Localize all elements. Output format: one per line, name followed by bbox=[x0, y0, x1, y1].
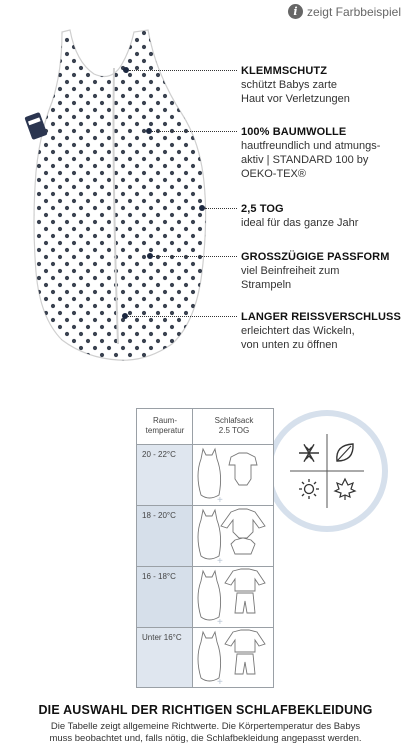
header-line: 2.5 TOG bbox=[218, 426, 250, 435]
season-icons bbox=[272, 416, 382, 526]
sleeping-bag-icon bbox=[198, 632, 221, 681]
svg-text:+: + bbox=[217, 495, 223, 506]
info-icon: i bbox=[288, 4, 303, 19]
section-title: DIE AUSWAHL DER RICHTIGEN SCHLAFBEKLEIDUNG bbox=[38, 703, 373, 717]
feature-tog bbox=[241, 202, 411, 230]
callout-line-1 bbox=[129, 70, 237, 71]
feature-title: 2,5 TOG bbox=[241, 203, 284, 215]
feature-reissverschluss bbox=[241, 310, 411, 352]
color-sample-text: zeigt Farbbeispiel bbox=[306, 4, 401, 19]
feature-text: Strampeln bbox=[241, 279, 292, 291]
temp-row-3: 16 - 18°C bbox=[142, 572, 176, 581]
description-line: Die Tabelle zeigt allgemeine Richtwerte. Die Körpertemperatur des Babys bbox=[50, 721, 361, 732]
feature-text: ideal für das ganze Jahr bbox=[241, 217, 359, 229]
section-description bbox=[0, 721, 411, 745]
feature-passform bbox=[241, 250, 411, 292]
feature-title: 100% BAUMWOLLE bbox=[241, 126, 347, 138]
callout-line-4 bbox=[153, 256, 237, 257]
feature-klemmschutz bbox=[241, 64, 411, 106]
feature-text: aktiv | STANDARD 100 by bbox=[241, 154, 369, 166]
svg-text:+: + bbox=[217, 677, 223, 687]
feature-text: viel Beinfreiheit zum bbox=[241, 265, 340, 277]
feature-title: KLEMMSCHUTZ bbox=[241, 65, 328, 77]
sleeping-bag-icon bbox=[198, 571, 221, 620]
clothing-table bbox=[136, 408, 274, 688]
feature-text: hautfreundlich und atmungs- bbox=[241, 140, 381, 152]
callout-line-5 bbox=[128, 316, 237, 317]
layered-outfit-icon bbox=[225, 630, 265, 674]
temp-row-2: 18 - 20°C bbox=[142, 511, 176, 520]
sleeping-bag-icon bbox=[198, 449, 221, 498]
feature-text: schützt Babys zarte bbox=[241, 79, 337, 91]
feature-baumwolle bbox=[241, 125, 411, 181]
feature-text: OEKO-TEX® bbox=[241, 168, 306, 180]
callout-line-2 bbox=[152, 131, 237, 132]
color-sample-note bbox=[288, 4, 401, 19]
leaf-icon bbox=[337, 444, 353, 461]
temp-row-4: Unter 16°C bbox=[142, 633, 182, 642]
weather-season-circle bbox=[266, 410, 388, 532]
feature-text: von unten zu öffnen bbox=[241, 339, 338, 351]
pajama-icon bbox=[225, 569, 265, 613]
header-room-temperature bbox=[142, 416, 188, 436]
description-line: muss beobachtet und, falls nötig, die Schlafbekleidung angepasst werden. bbox=[49, 733, 362, 744]
temp-row-1: 20 - 22°C bbox=[142, 450, 176, 459]
sun-icon bbox=[299, 479, 319, 499]
sleeping-bag-icon bbox=[198, 510, 221, 559]
bodysuit-icon bbox=[229, 453, 257, 485]
svg-text:+: + bbox=[217, 617, 223, 628]
maple-leaf-icon bbox=[335, 479, 355, 500]
feature-title: GROSSZÜGIGE PASSFORM bbox=[241, 251, 390, 263]
snowflake-icon bbox=[299, 444, 319, 461]
feature-text: Haut vor Verletzungen bbox=[241, 93, 350, 105]
svg-text:+: + bbox=[217, 556, 223, 567]
feature-text: erleichtert das Wickeln, bbox=[241, 325, 355, 337]
header-line: temperatur bbox=[145, 426, 185, 435]
header-sleeping-bag bbox=[198, 416, 270, 436]
feature-title: LANGER REISSVERSCHLUSS bbox=[241, 311, 401, 323]
clothing-illustrations bbox=[193, 445, 273, 687]
long-sleeve-bodysuit-icon bbox=[221, 509, 265, 554]
header-line: Raum- bbox=[152, 416, 177, 425]
header-line: Schlafsack bbox=[214, 416, 254, 425]
callout-line-3 bbox=[205, 208, 237, 209]
